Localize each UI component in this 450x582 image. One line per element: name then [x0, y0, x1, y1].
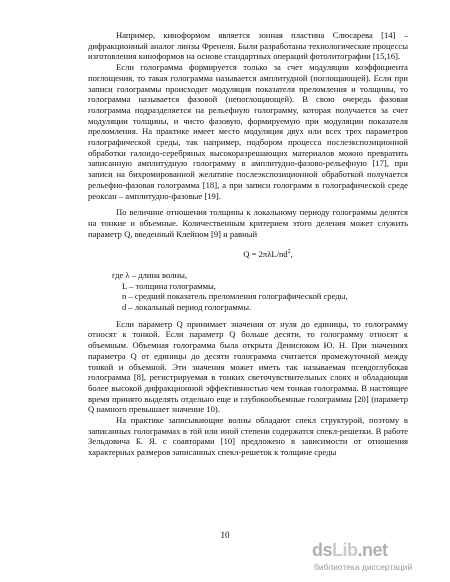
watermark-logo: [312, 540, 388, 561]
watermark-logo-lib: Lib: [332, 540, 358, 560]
definition-n: n – средний показатель преломления голографической среды,: [122, 291, 348, 302]
definition-l: L – толщина голограммы,: [122, 280, 216, 291]
body-text: [88, 30, 408, 458]
watermark: [312, 540, 442, 576]
watermark-logo-net: .net: [357, 540, 388, 560]
definitions-list: [88, 270, 408, 313]
paragraph-5: На практике записывающие волны обладают спекл структурой, поэтому в записанных голограммах в той или иной степени содержатся спекл-решетки. В работе Зельдовича Б. Я. с соавторами [10] предложено в зависимости от отношения характерных размеров записанных спекл-решеток к толщине среды: [88, 415, 408, 458]
watermark-logo-ds: ds: [312, 540, 333, 560]
paragraph-1: Например, киноформом является зонная пластина Слюсарева [14] – дифракционный аналог линзы Френеля. Были разработаны технологические процессы изготовления киноформов на основе стандартных операций фотолитографии [15,16].: [88, 30, 408, 62]
paragraph-2: Если голограмма формируется только за счет модуляции коэффициента поглощения, то такая голограмма называется амплитудной (поглощающей). Если при записи голограммы происходит модуляция показателя преломления и толщины, то голограмма называется фазовой (непоглощающей). В свою очередь фазовая голограмма подразделяется на рельефную голограмму, которая получается за счет модуляции толщины, и чисто фазовую, формируемую при модуляции показателя преломления. На практике имеет место модуляция двух или всех трех параметров голографической среды, так например, подбором процесса послеэкспозиционной обработки галоидо-серебряных высокоразрешающих материалов можно превратить записанную амплитудную голограмму в амплитудно-фазово-рельефную [17], при записи на бихромированной желатине послеэкспозиционной обработкой получается рельефно-фазовая голограмма [18], а при записи голограмм в голографической среде реоксан – амплитудно-фазовые [19].: [88, 62, 408, 201]
formula-tail: ,: [290, 249, 293, 260]
paragraph-3: По величине отношения толщины к локальному периоду голограммы делятся на тонкие и объемные. Количественным критерием этого деления может служить параметр Q, введенный Клейном [9] и равный: [88, 207, 408, 239]
formula-exponent: 2: [287, 249, 291, 256]
page-number: 10: [220, 530, 230, 540]
paragraph-4: Если параметр Q принимает значения от нуля до единицы, то голограмму относят к тонкой. Если параметр Q больше десяти, то голограмму относят к объемным. Объемная голограмма была открыта Денисюком Ю. Н. При значениях параметра Q от единицы до десяти голограмма считается промежуточной между тонкой и объемной. Эти значения может иметь так называемая псевдоглубокая голограмма [8], регистрируемая в тонких светочувствительных слоях и обладающая более высокой дифракционной эффективностью чем тонкая голограмма. В настоящее время принято выделять отдельно еще и глубокообъемные голограммы [20] (параметр Q намного превышает значение 10).: [88, 318, 408, 415]
definition-d: d – локальный период голограммы.: [122, 302, 252, 313]
formula-main: Q = 2πλL/nd: [243, 249, 288, 260]
definition-lambda: где λ – длина волны,: [112, 269, 188, 280]
formula-q: [88, 247, 408, 260]
watermark-subtitle: библиотека диссертаций: [314, 562, 413, 572]
